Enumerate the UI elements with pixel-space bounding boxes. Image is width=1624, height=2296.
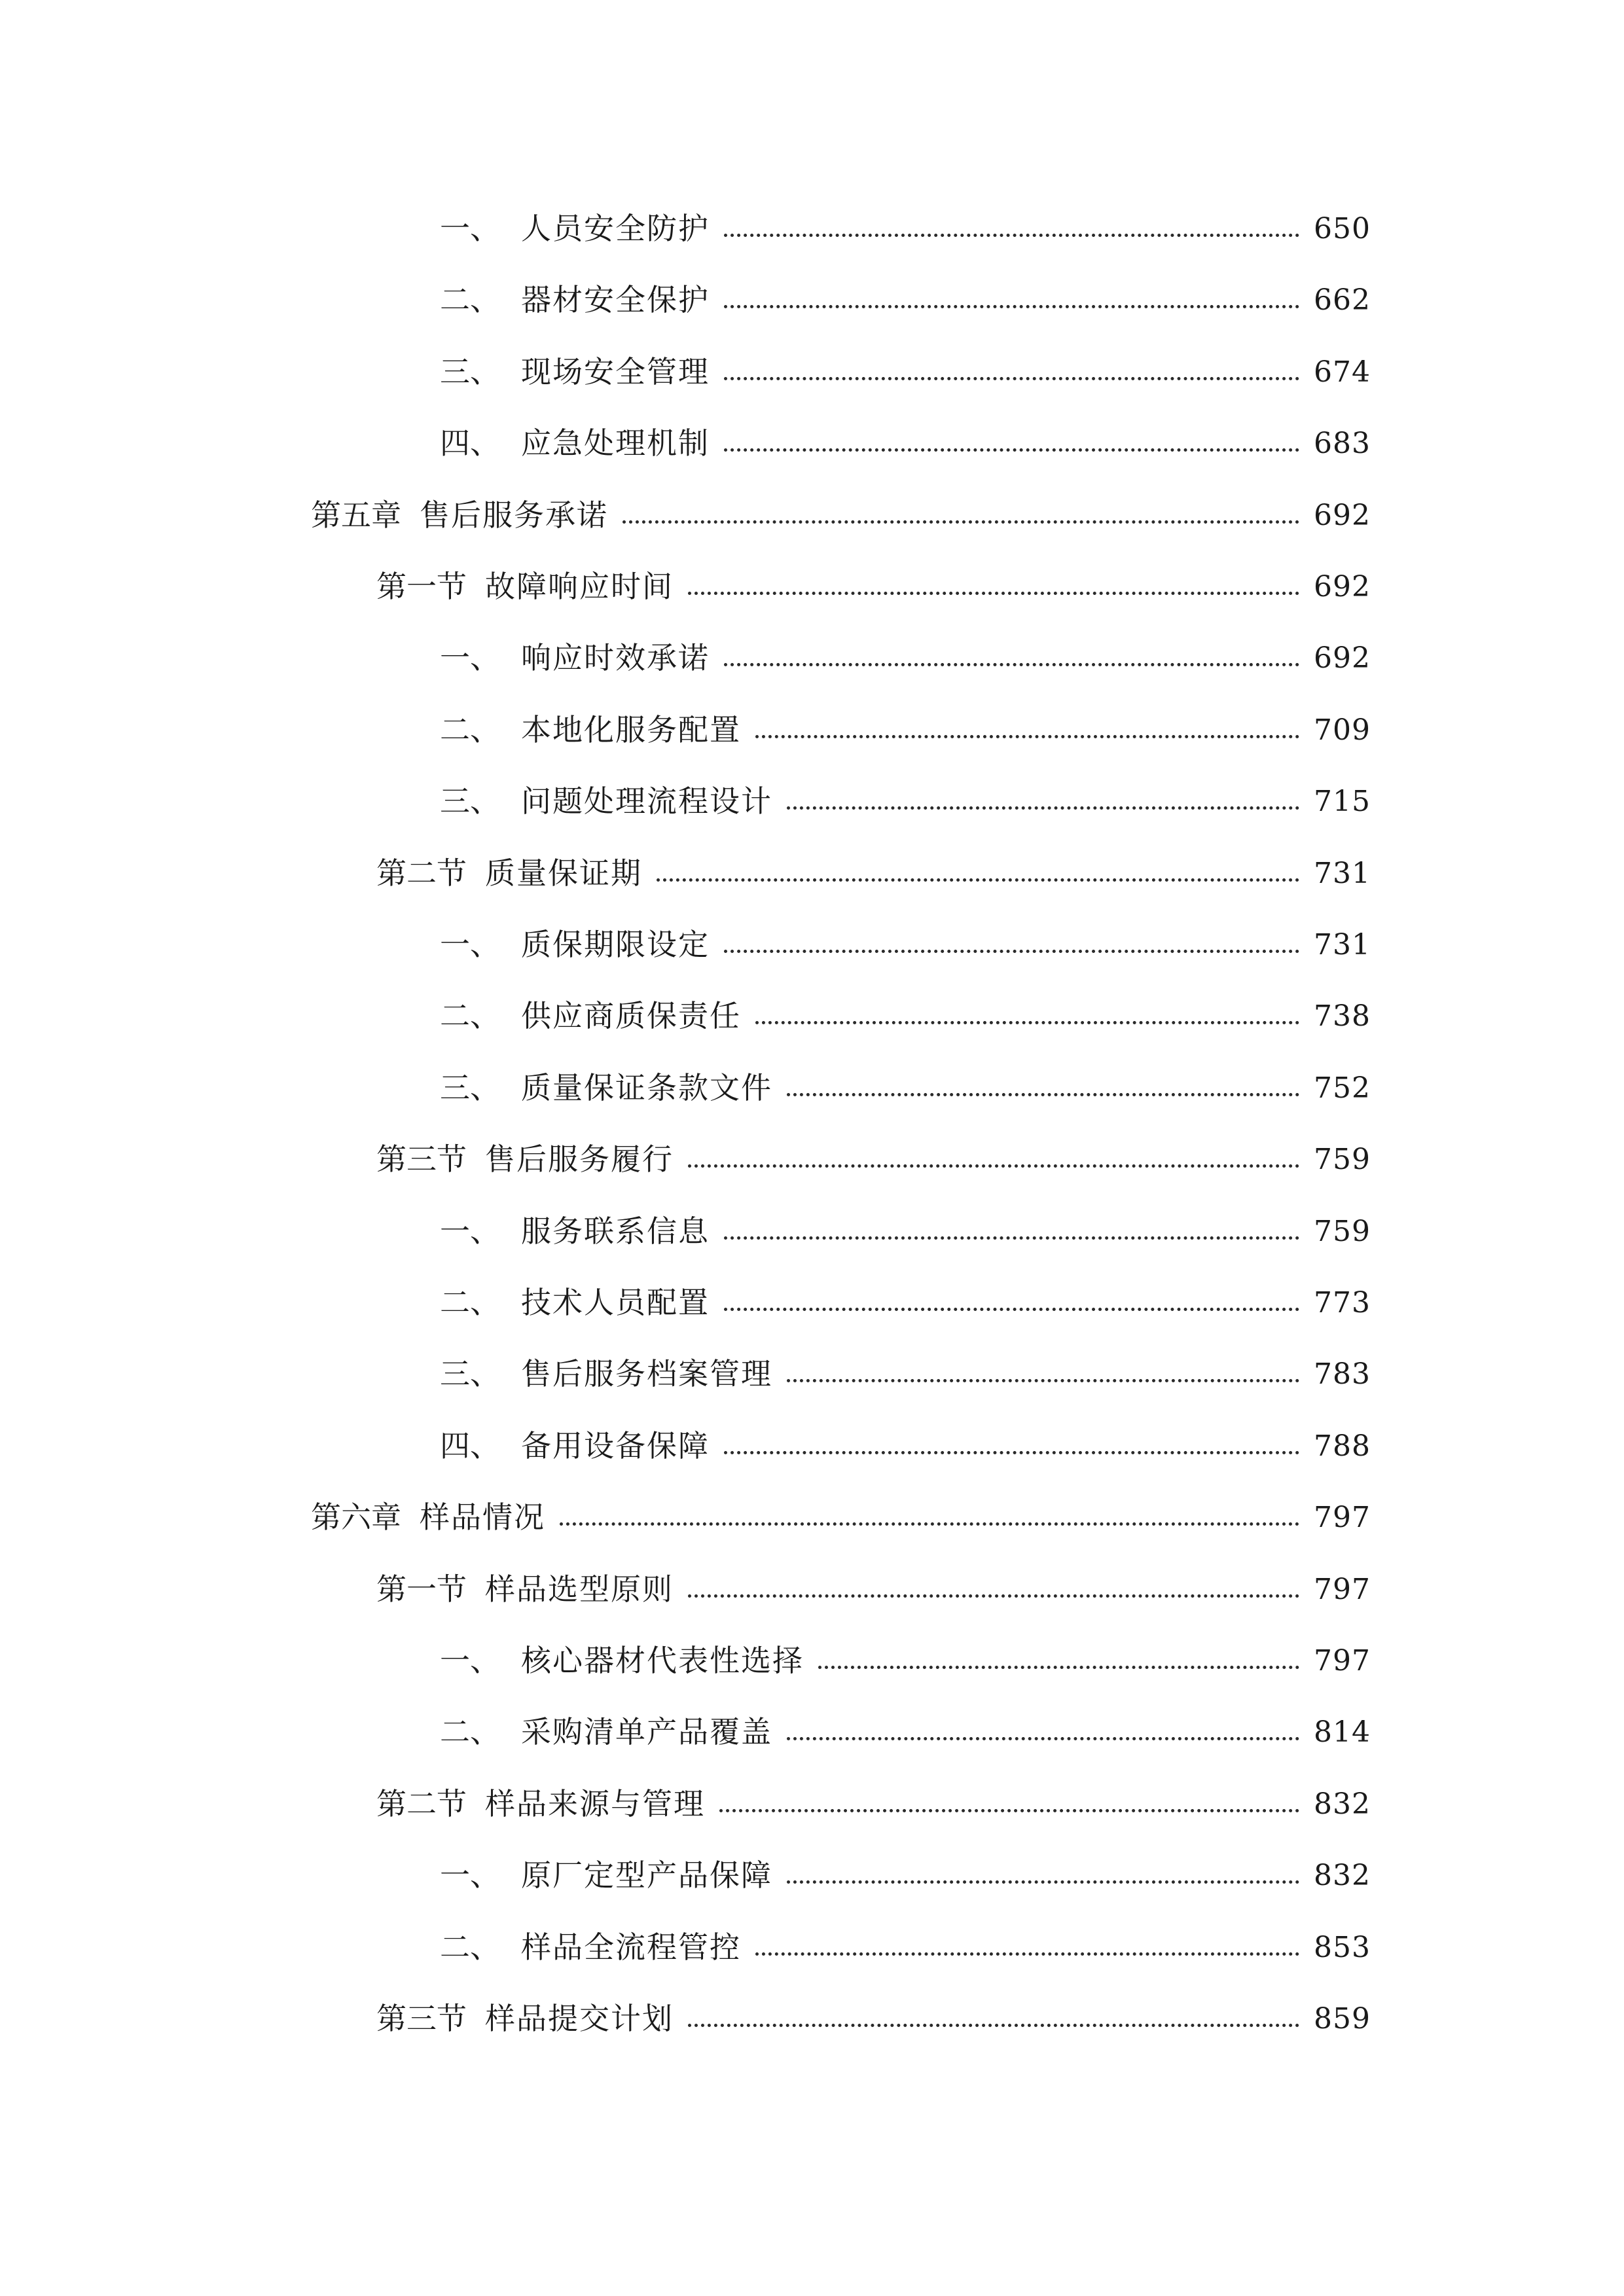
toc-entry-number: 第五章 <box>311 497 401 533</box>
toc-entry-title: 核心器材代表性选择 <box>521 1643 804 1678</box>
toc-entry-title: 质量保证期 <box>485 855 642 891</box>
toc-entry-page-number: 832 <box>1314 1859 1371 1893</box>
toc-entry[interactable] <box>440 1695 1371 1750</box>
toc-entry-title: 样品全流程管控 <box>521 1929 741 1965</box>
toc-entry-title: 售后服务承诺 <box>420 497 608 533</box>
toc-entry-number: 四、 <box>440 1427 500 1463</box>
toc-entry-number: 三、 <box>440 783 500 819</box>
toc-entry[interactable] <box>440 1050 1371 1103</box>
toc-dot-leader <box>724 663 1299 666</box>
toc-entry[interactable] <box>440 406 1371 461</box>
toc-entry-title: 原厂定型产品保障 <box>521 1857 772 1893</box>
toc-entry-number: 一、 <box>440 211 500 246</box>
toc-entry-number: 二、 <box>440 1714 500 1750</box>
toc-dot-leader <box>623 520 1299 524</box>
toc-entry-number: 第一节 <box>376 1571 467 1607</box>
toc-dot-leader <box>787 1737 1299 1740</box>
toc-entry-number: 一、 <box>440 1643 500 1678</box>
toc-entry[interactable] <box>376 1122 1371 1177</box>
toc-entry-number: 二、 <box>440 1929 500 1965</box>
toc-dot-leader <box>688 1594 1299 1598</box>
toc-entry-title: 服务联系信息 <box>521 1213 710 1249</box>
toc-entry-number: 第一节 <box>376 569 467 604</box>
toc-entry[interactable] <box>440 1910 1371 1965</box>
toc-entry-page-number: 797 <box>1314 1572 1371 1606</box>
toc-dot-leader <box>787 1093 1299 1096</box>
toc-dot-leader <box>787 806 1299 810</box>
toc-entry-page-number: 709 <box>1314 713 1371 747</box>
toc-entry[interactable] <box>376 549 1371 604</box>
toc-entry-page-number: 650 <box>1314 212 1371 245</box>
toc-entry-number: 第二节 <box>376 1785 467 1821</box>
toc-dot-leader <box>724 1236 1299 1240</box>
toc-entry-number: 一、 <box>440 640 500 676</box>
toc-dot-leader <box>724 377 1299 380</box>
toc-entry[interactable] <box>311 478 1371 533</box>
toc-entry-number: 第六章 <box>311 1499 401 1535</box>
toc-dot-leader <box>787 1379 1299 1382</box>
toc-entry-number: 四、 <box>440 425 500 461</box>
toc-dot-leader <box>724 1308 1299 1311</box>
toc-dot-leader <box>724 448 1299 452</box>
toc-entry-number: 二、 <box>440 998 500 1034</box>
toc-entry[interactable] <box>440 978 1371 1034</box>
toc-entry-page-number: 662 <box>1314 283 1371 317</box>
toc-dot-leader <box>724 1451 1299 1454</box>
toc-entry-page-number: 814 <box>1314 1715 1371 1749</box>
toc-entry-title: 故障响应时间 <box>485 569 674 604</box>
toc-entry-page-number: 715 <box>1314 785 1371 819</box>
toc-entry-title: 器材安全保护 <box>521 282 710 318</box>
toc-entry-title: 样品提交计划 <box>485 2001 674 2036</box>
toc-entry-page-number: 773 <box>1314 1286 1371 1319</box>
toc-entry-title: 人员安全防护 <box>521 211 710 246</box>
toc-entry[interactable] <box>440 1838 1371 1893</box>
toc-entry-title: 问题处理流程设计 <box>521 783 772 819</box>
toc-dot-leader <box>724 305 1299 308</box>
toc-dot-leader <box>724 234 1299 237</box>
toc-entry-page-number: 783 <box>1314 1357 1371 1391</box>
toc-dot-leader <box>560 1522 1299 1526</box>
toc-entry[interactable] <box>440 262 1371 318</box>
toc-entry[interactable] <box>440 1265 1371 1318</box>
toc-entry-number: 一、 <box>440 1213 500 1249</box>
toc-entry-number: 第三节 <box>376 1141 467 1177</box>
toc-entry-title: 样品情况 <box>420 1499 545 1535</box>
toc-entry-title: 样品选型原则 <box>485 1571 674 1607</box>
toc-entry-title: 质量保证条款文件 <box>521 1069 772 1105</box>
toc-entry-title: 响应时效承诺 <box>521 640 710 676</box>
toc-entry-title: 售后服务履行 <box>485 1141 674 1177</box>
toc-entry-title: 样品来源与管理 <box>485 1785 705 1821</box>
toc-entry-number: 二、 <box>440 282 500 318</box>
toc-dot-leader <box>755 1021 1299 1024</box>
toc-entry[interactable] <box>440 1408 1371 1461</box>
toc-entry-title: 供应商质保责任 <box>521 998 741 1034</box>
toc-entry-number: 第二节 <box>376 855 467 891</box>
toc-entry-title: 现场安全管理 <box>521 353 710 389</box>
toc-dot-leader <box>755 735 1299 738</box>
toc-entry[interactable] <box>440 191 1371 246</box>
toc-entry[interactable] <box>376 836 1371 891</box>
toc-entry-title: 本地化服务配置 <box>521 711 741 747</box>
toc-entry-page-number: 853 <box>1314 1930 1371 1964</box>
toc-entry-page-number: 692 <box>1314 570 1371 603</box>
toc-entry-page-number: 797 <box>1314 1644 1371 1677</box>
toc-entry-page-number: 692 <box>1314 641 1371 675</box>
toc-dot-leader <box>688 1164 1299 1168</box>
toc-entry-page-number: 859 <box>1314 2002 1371 2036</box>
toc-dot-leader <box>787 1880 1299 1884</box>
toc-entry[interactable] <box>440 1623 1371 1676</box>
toc-entry-page-number: 731 <box>1314 856 1371 890</box>
toc-entry[interactable] <box>440 907 1371 960</box>
toc-entry-page-number: 832 <box>1314 1787 1371 1821</box>
toc-dot-leader <box>688 592 1299 595</box>
toc-entry-number: 三、 <box>440 1069 500 1105</box>
toc-entry[interactable] <box>440 692 1371 745</box>
toc-entry-page-number: 797 <box>1314 1501 1371 1535</box>
toc-entry-number: 第三节 <box>376 2001 467 2036</box>
toc-entry-number: 三、 <box>440 1356 500 1392</box>
toc-entry-page-number: 674 <box>1314 355 1371 389</box>
toc-dot-leader <box>657 878 1299 882</box>
toc-entry-title: 技术人员配置 <box>521 1285 710 1320</box>
toc-entry-number: 一、 <box>440 927 500 962</box>
toc-entry[interactable] <box>440 1336 1371 1392</box>
toc-entry-page-number: 759 <box>1314 1214 1371 1248</box>
toc-entry-page-number: 692 <box>1314 498 1371 532</box>
toc-entry-title: 质保期限设定 <box>521 927 710 962</box>
toc-entry-page-number: 759 <box>1314 1143 1371 1177</box>
toc-dot-leader <box>755 1952 1299 1956</box>
toc-entry-page-number: 731 <box>1314 928 1371 961</box>
toc-entry[interactable] <box>376 1981 1371 2034</box>
toc-entry-title: 备用设备保障 <box>521 1427 710 1463</box>
toc-entry-page-number: 683 <box>1314 427 1371 461</box>
toc-entry-title: 售后服务档案管理 <box>521 1356 772 1392</box>
toc-entry-page-number: 752 <box>1314 1071 1371 1105</box>
toc-entry[interactable] <box>376 1552 1371 1607</box>
toc-entry-number: 三、 <box>440 353 500 389</box>
toc-entry[interactable] <box>440 1194 1371 1249</box>
toc-entry-number: 二、 <box>440 1285 500 1320</box>
toc-entry-title: 采购清单产品覆盖 <box>521 1714 772 1750</box>
toc-entry-title: 应急处理机制 <box>521 425 710 461</box>
toc-dot-leader <box>724 950 1299 953</box>
toc-entry-number: 一、 <box>440 1857 500 1893</box>
toc-entry[interactable] <box>311 1480 1371 1535</box>
toc-entry[interactable] <box>440 620 1371 676</box>
toc-dot-leader <box>688 2024 1299 2027</box>
toc-entry-number: 二、 <box>440 711 500 747</box>
toc-entry[interactable] <box>440 334 1371 387</box>
toc-dot-leader <box>818 1666 1299 1669</box>
toc-dot-leader <box>719 1809 1299 1812</box>
toc-entry-page-number: 788 <box>1314 1429 1371 1463</box>
toc-entry[interactable] <box>440 764 1371 819</box>
toc-entry-page-number: 738 <box>1314 999 1371 1033</box>
toc-entry[interactable] <box>376 1767 1371 1819</box>
